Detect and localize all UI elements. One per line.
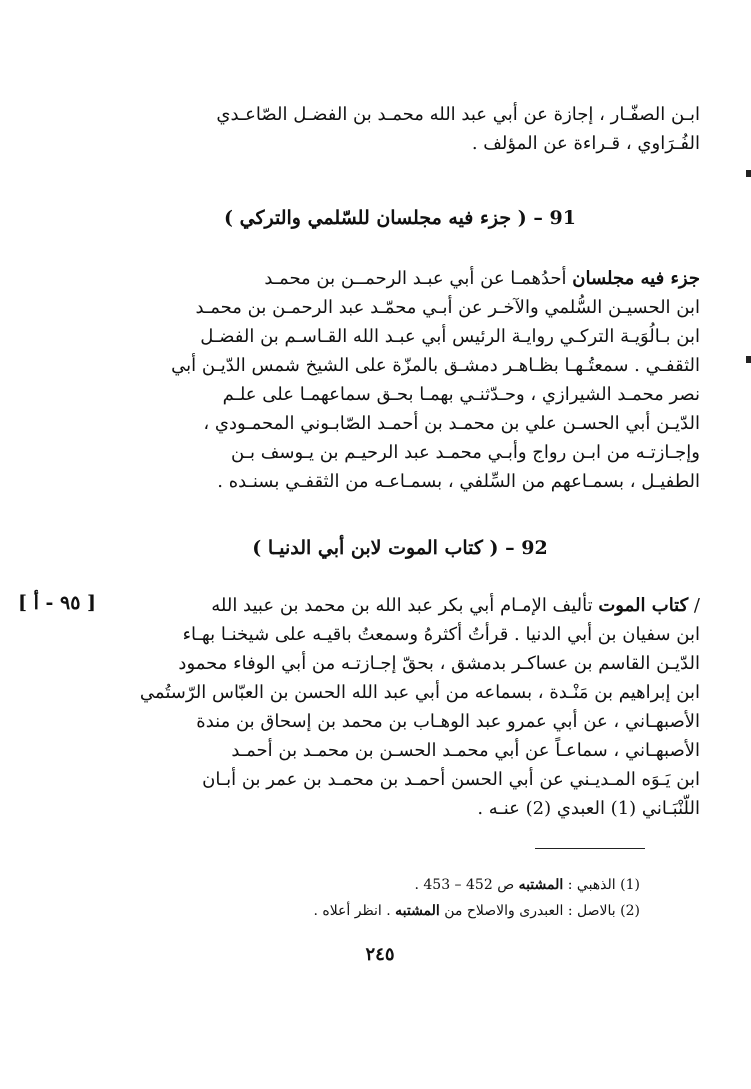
- text-line: الدّيـن القاسم بن عساكـر بدمشق ، بحقّ إجـازتـه من أبي الوفاء محمود: [178, 653, 700, 674]
- text-line: ابن الحسيـن السُّلمي والآخـر عن أبـي محمّـد عبد الرحمـن بن محمـد: [195, 297, 700, 318]
- entry-title: كتاب الموت: [598, 595, 689, 616]
- section-92-heading: 92 – ( كتاب الموت لابن أبي الدنيـا ): [252, 537, 548, 559]
- text-line: ابن يَـوَه المـديـني عن أبي الحسن أحمـد بن محمـد بن عمر بن أبـان: [202, 769, 700, 790]
- text-line: ابن بـالُوَيـة التركـي روايـة الرئيس أبي عبـد الله القـاسـم بن الفضـل: [200, 326, 700, 347]
- footnote-text: بالاصل : العبدرى والاصلاح من: [439, 903, 616, 919]
- page-number: ٢٤٥: [365, 944, 395, 965]
- text-line: الأصبهـاني ، عن أبي عمرو عبد الوهـاب بن محمد بن إسحاق بن مندة: [196, 711, 700, 732]
- top-paragraph: [100, 100, 700, 158]
- text-line: الطفيـل ، بسمـاعهم من السِّلفي ، بسمـاعـه من الثقفـي بسنـده .: [217, 471, 700, 492]
- text-line: ابن إبراهيم بن مَنْـدة ، بسماعه من أبي عبد الله الحسن بن العبّاس الرّستُمي: [139, 682, 700, 703]
- text-line: ابن سفيان بن أبي الدنيا . قرأتُ أكثرهُ وسمعتُ باقيـه على شيخنـا بهـاء: [182, 624, 700, 645]
- footnotes: [180, 872, 640, 924]
- footnote-number: (1): [620, 877, 640, 893]
- folio-marker: [ ٩٥ - أ ]: [18, 592, 97, 614]
- scan-edge-mark: [746, 170, 751, 177]
- footnote-title: المشتبه: [395, 903, 440, 919]
- entry-title: جزء فيه مجلسان: [572, 268, 700, 289]
- text-line: [100, 264, 700, 293]
- footnote-number: (2): [620, 903, 640, 919]
- scan-edge-mark: [746, 356, 751, 363]
- section-91-body: [100, 264, 700, 496]
- footnote-text: ص 452 – 453 .: [414, 877, 519, 893]
- entry-title-rest: أحدُهمـا عن أبي عبـد الرحمــن بن محمـد: [264, 268, 567, 289]
- text-line: ابـن الصفّـار ، إجازة عن أبي عبد الله محمـد بن الفضـل الصّاعـدي: [216, 104, 700, 125]
- text-line: الدّيـن أبي الحسـن علي بن محمـد بن أحمـد الصّابـوني المحمـودي ،: [203, 413, 700, 434]
- footnote-text: . انظر أعلاه .: [313, 903, 396, 919]
- section-91-heading: 91 – ( جزء فيه مجلسان للسّلمي والتركي ): [224, 207, 576, 229]
- text-line: وإجـازتـه من ابـن رواج وأبـي محمـد عبد الرحيـم بن يـوسف بـن: [231, 442, 700, 463]
- text-line: الأصبهـاني ، سماعـاً عن أبي محمـد الحسـن بن محمـد بن أحمـد: [231, 740, 700, 761]
- footnote-title: المشتبه: [518, 877, 564, 893]
- text-line: [100, 591, 700, 620]
- text-line: الثقفـي . سمعتُـهـا بظـاهـر دمشـق بالمزّة على الشيخ شمس الدّيـن أبي: [171, 355, 700, 376]
- folio-slash: /: [693, 595, 700, 616]
- text-line: الفُـرَاوي ، قـراءة عن المؤلف .: [471, 133, 700, 154]
- section-92-body: [100, 591, 700, 823]
- text-line: اللّنْبَـاني (1) العبدي (2) عنـه .: [477, 798, 700, 819]
- footnote: [180, 898, 640, 924]
- entry-title-rest: تأليف الإمـام أبي بكر عبد الله بن محمد بن عبيد الله: [211, 595, 593, 616]
- footnote-text: الذهبي :: [563, 877, 616, 893]
- footnote: [180, 872, 640, 898]
- text-line: نصر محمـد الشيرازي ، وحـدّثنـي بهمـا بحـق سماعهمـا على علـم: [222, 384, 700, 405]
- footnote-separator: [535, 848, 645, 849]
